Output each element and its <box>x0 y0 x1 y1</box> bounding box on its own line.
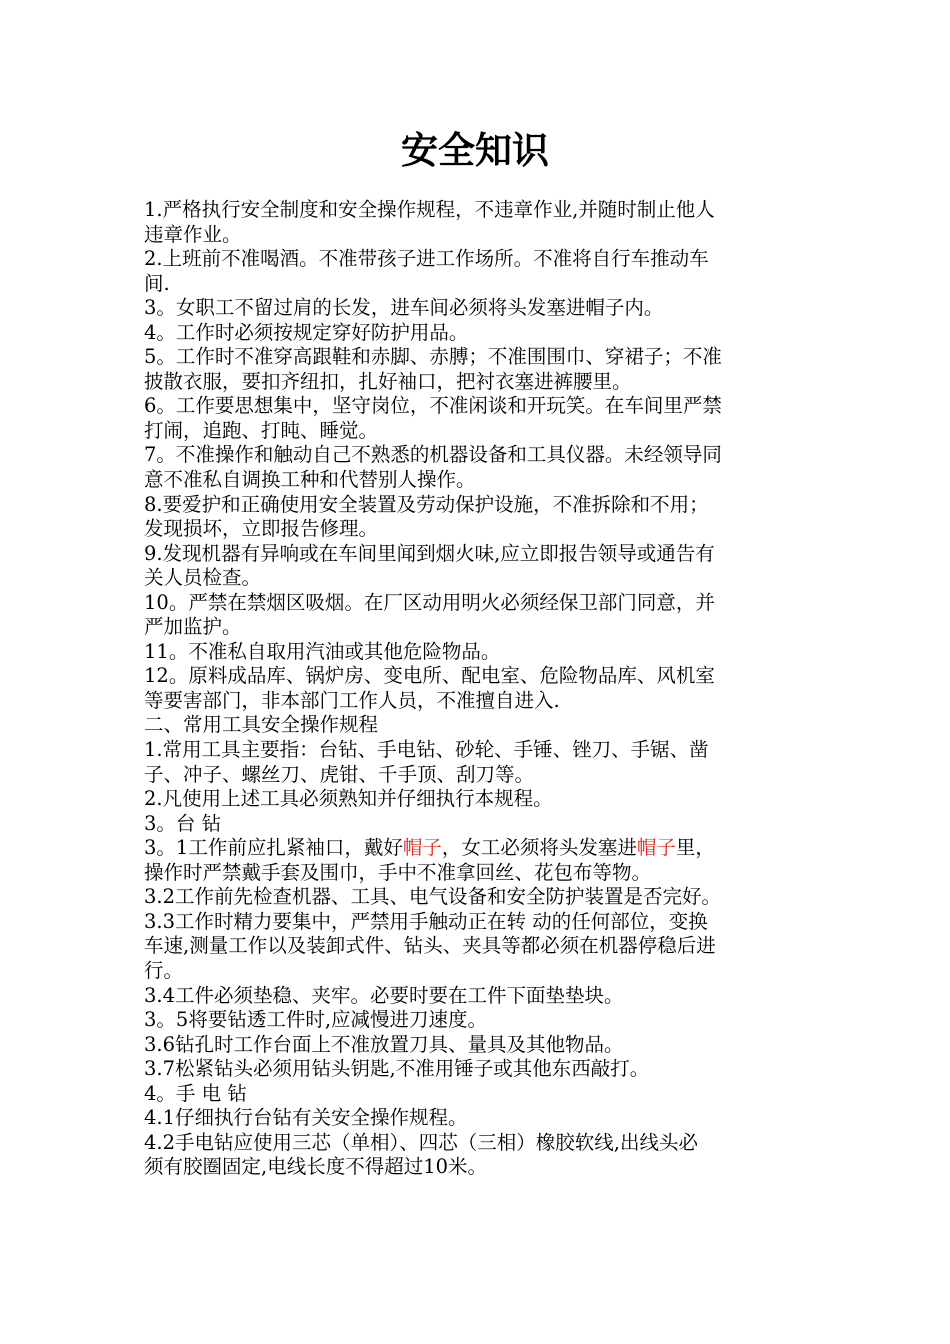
text-segment: 披散衣服，要扣齐纽扣，扎好袖口，把衬衣塞进裤腰里。 <box>144 369 632 393</box>
text-segment: 3。台 钻 <box>144 811 222 835</box>
highlighted-text: 帽子 <box>636 836 676 860</box>
text-segment: 10。严禁在禁烟区吸烟。在厂区动用明火必须经保卫部门同意，并 <box>144 590 715 614</box>
text-segment: 车速,测量工作以及装卸式件、钻头、夹具等都必须在机器停稳后进 <box>144 934 716 958</box>
text-segment: 1.常用工具主要指：台钻、手电钻、砂轮、手锤、锉刀、手锯、凿 <box>144 738 709 762</box>
text-line <box>144 419 812 444</box>
text-segment: 9.发现机器有异响或在车间里闻到烟火味,应立即报告领导或通告有 <box>144 541 715 565</box>
text-segment: 6。工作要思想集中，坚守岗位，不准闲谈和开玩笑。在车间里严禁 <box>144 394 722 418</box>
text-segment: 12。原料成品库、锅炉房、变电所、配电室、危险物品库、风机室 <box>144 664 715 688</box>
text-line <box>144 517 812 542</box>
text-line <box>144 345 812 370</box>
text-segment: 二、常用工具安全操作规程 <box>144 713 379 737</box>
text-segment: 7。不准操作和触动自己不熟悉的机器设备和工具仪器。未经领导同 <box>144 443 722 467</box>
text-line <box>144 1008 812 1033</box>
text-segment: 3。女职工不留过肩的长发，进车间必须将头发塞进帽子内。 <box>144 296 664 320</box>
text-segment: 4。工作时必须按规定穿好防护用品。 <box>144 320 469 344</box>
text-segment: 2.上班前不准喝酒。不准带孩子进工作场所。不准将自行车推动车 <box>144 247 709 271</box>
text-segment: 意不准私自调换工种和代替别人操作。 <box>144 468 476 492</box>
text-segment: 3.6钻孔时工作台面上不准放置刀具、量具及其他物品。 <box>144 1032 624 1056</box>
text-segment: 4.2手电钻应使用三芯（单相）、四芯（三相）橡胶软线,出线头必 <box>144 1130 698 1154</box>
text-line <box>144 493 812 518</box>
text-line <box>144 566 812 591</box>
text-segment: 须有胶圈固定,电线长度不得超过10米。 <box>144 1155 488 1179</box>
highlighted-text: 帽子 <box>402 836 442 860</box>
text-line <box>144 370 812 395</box>
text-line <box>144 591 812 616</box>
text-line <box>144 787 812 812</box>
text-line <box>144 615 812 640</box>
text-line <box>144 664 812 689</box>
page-title: 安全知识 <box>401 129 549 172</box>
text-segment: 3.4工件必须垫稳、夹牢。必要时要在工件下面垫垫块。 <box>144 983 624 1007</box>
text-segment: 关人员检查。 <box>144 566 262 590</box>
text-line <box>144 812 812 837</box>
text-segment: 3。1工作前应扎紧袖口，戴好 <box>144 836 403 860</box>
text-line <box>144 223 812 248</box>
text-segment: 3。5将要钻透工件时,应减慢进刀速度。 <box>144 1008 488 1032</box>
text-segment: 8.要爱护和正确使用安全装置及劳动保护设施，不准拆除和不用； <box>144 492 709 516</box>
text-segment: ，女工必须将头发塞进 <box>441 836 637 860</box>
text-line <box>144 763 812 788</box>
text-segment: 5。工作时不准穿高跟鞋和赤脚、赤膊；不准围围巾、穿裙子；不准 <box>144 345 722 369</box>
text-line <box>144 443 812 468</box>
text-segment: 行。 <box>144 958 184 982</box>
text-segment: 发现损坏，立即报告修理。 <box>144 517 379 541</box>
document-body <box>144 198 812 1180</box>
text-line <box>144 689 812 714</box>
text-line <box>144 910 812 935</box>
text-line <box>144 1082 812 1107</box>
text-segment: 间. <box>144 271 170 295</box>
text-line <box>144 836 812 861</box>
text-segment: 1.严格执行安全制度和安全操作规程，不违章作业,并随时制止他人 <box>144 198 715 221</box>
text-line <box>144 1033 812 1058</box>
text-segment: 里， <box>675 836 715 860</box>
text-line <box>144 296 812 321</box>
text-segment: 11。不准私自取用汽油或其他危险物品。 <box>144 639 501 663</box>
text-segment: 子、冲子、螺丝刀、虎钳、千手顶、刮刀等。 <box>144 762 535 786</box>
text-line <box>144 713 812 738</box>
text-segment: 3.2工作前先检查机器、工具、电气设备和安全防护装置是否完好。 <box>144 885 722 909</box>
text-line <box>144 247 812 272</box>
text-line <box>144 321 812 346</box>
text-line <box>144 1106 812 1131</box>
text-line <box>144 542 812 567</box>
text-line <box>144 959 812 984</box>
text-segment: 3.7松紧钻头必须用钻头钥匙,不准用锤子或其他东西敲打。 <box>144 1057 650 1081</box>
text-line <box>144 1057 812 1082</box>
text-line <box>144 934 812 959</box>
text-segment: 4.1仔细执行台钻有关安全操作规程。 <box>144 1106 468 1130</box>
text-line <box>144 1131 812 1156</box>
text-segment: 操作时严禁戴手套及围巾，手中不准拿回丝、花包布等物。 <box>144 860 652 884</box>
text-segment: 违章作业。 <box>144 222 242 246</box>
text-line <box>144 885 812 910</box>
text-line <box>144 198 812 223</box>
text-line <box>144 272 812 297</box>
text-segment: 2.凡使用上述工具必须熟知并仔细执行本规程。 <box>144 787 553 811</box>
text-segment: 严加监护。 <box>144 615 242 639</box>
text-segment: 打闹，追跑、打盹、睡觉。 <box>144 418 379 442</box>
text-line <box>144 738 812 763</box>
text-segment: 等要害部门，非本部门工作人员，不准擅自进入. <box>144 688 560 712</box>
text-line <box>144 394 812 419</box>
text-line <box>144 640 812 665</box>
text-segment: 3.3工作时精力要集中，严禁用手触动正在转 动的任何部位，变换 <box>144 909 708 933</box>
text-line <box>144 861 812 886</box>
text-segment: 4。手 电 钻 <box>144 1081 247 1105</box>
text-line <box>144 984 812 1009</box>
text-line <box>144 468 812 493</box>
text-line <box>144 1155 812 1180</box>
